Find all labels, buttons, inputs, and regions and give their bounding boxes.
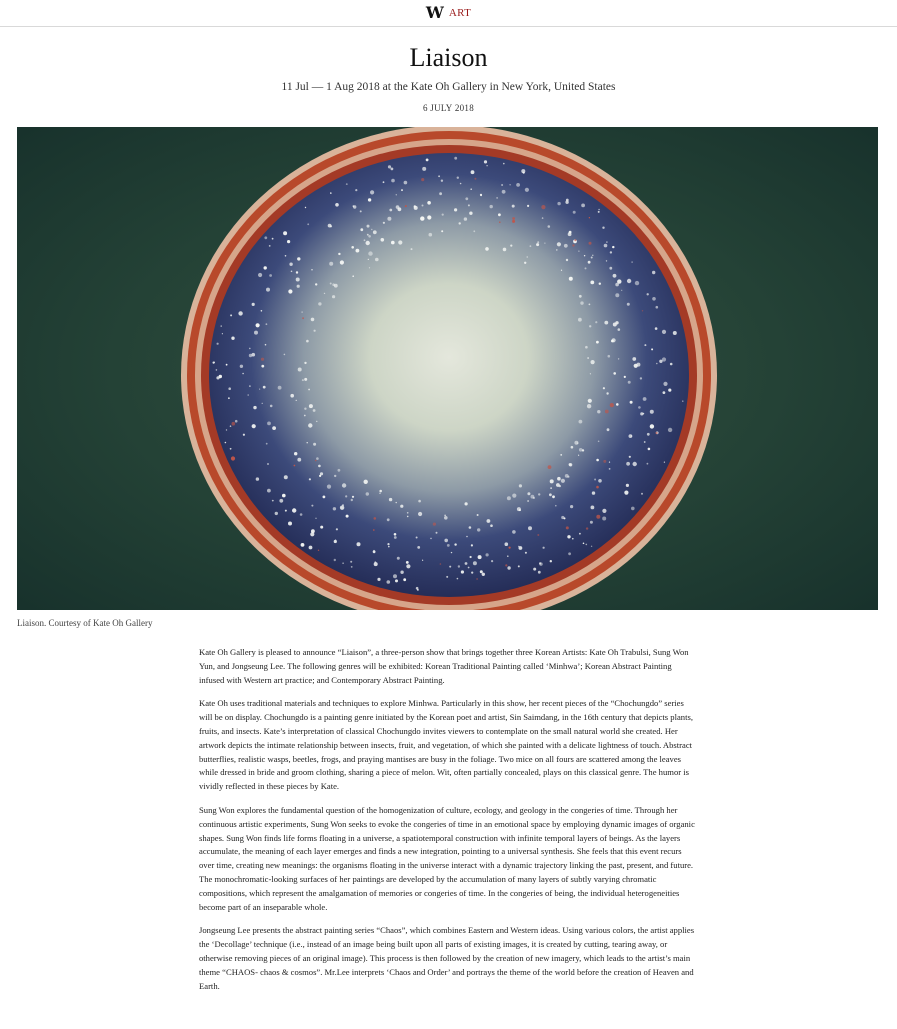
hero-image <box>17 127 878 610</box>
publish-date: 6 JULY 2018 <box>422 103 475 113</box>
top-bar <box>0 0 897 27</box>
image-caption: Liaison. Courtesy of Kate Oh Gallery <box>17 618 153 628</box>
article-paragraph: Kate Oh uses traditional materials and techniques to explore Minhwa. Particularly in this show, her recent pieces of the “Chochungdo” series will be on display. Chochungdo is a painting genre initiated by the Korean poet and artist, Sin Saimdang, in the 16th century that depicts plants, fruits, and insects. Kate’s interpretation of classical Chochungdo invites viewers to contemplate on the small natural world she created. Her artwork depicts the intimate relationship between insects, fruit, and vegetation, of which she painted with a delicate lightness of touch. Abstract butterflies, realistic wasps, beetles, frogs, and praying mantises are busy in the foliage. Two mice on all fours are scattered among the leaves while dressed in bride and groom clothing, sharing a piece of melon. Wit, often partially concealed, plays on this classical genre. The humor is vividly reflected in these pieces by Kate. <box>199 698 693 792</box>
article-paragraph: Sung Won explores the fundamental question of the homogenization of culture, ecology, and geology in the congeries of time. Through her continuous artistic experiments, Sung Won seeks to evoke the congeries of time in an emotional space by employing dynamic images of organic shapes. Sung Won finds life forms floating in a universe, a spatiotemporal construction with infinite temporal layers of beings. As the layers accumulate, the meaning of each layer emerges and finds a new integration, pointing to a universal synthesis. She feels that this event recurs over time, creating new meanings: the organisms floating in the universe interact with a dynamic trajectory linking the past, present, and future. The monochromatic-looking surfaces of her paintings are developed by the accumulation of many layers of subtly varying chromatic compositions, which represent the amalgamation of memories or congeries of time. In the congeries of being, the individual heterogeneities become part of an inseparable whole. <box>199 804 695 912</box>
article-body <box>199 646 695 1003</box>
article-paragraph: Jongseung Lee presents the abstract painting series “Chaos”, which combines Eastern and Western ideas. Using various colors, the artist applies the ‘Decollage’ technique (i.e., instead of an image being built upon all parts of existing images, it is created by cutting, tearing away, or otherwise removing pieces of an original image). This process is then followed by the creation of new imagery, which leads to the artist’s main theme “CHAOS- chaos & cosmos”. Mr.Lee interprets ‘Chaos and Order’ and portrays the theme of the world before the creation of Heaven and Earth. <box>199 925 695 991</box>
event-subtitle: 11 Jul — 1 Aug 2018 at the Kate Oh Gallery in New York, United States <box>281 81 616 93</box>
painting-artwork <box>17 127 878 610</box>
section-link-art[interactable]: ART <box>448 7 472 19</box>
article-paragraph: Kate Oh Gallery is pleased to announce “Liaison”, a three-person show that brings together three Korean Artists: Kate Oh Trabulsi, Sung Won Yun, and Jongseung Lee. The following genres will be exhibited: Korean Traditional Painting called ‘Minhwa’; Korean Abstract Painting infused with Western art practice; and Contemporary Abstract Painting. <box>199 647 689 685</box>
page-title: Liaison <box>409 43 488 72</box>
w-logo-icon[interactable]: W <box>425 3 441 22</box>
